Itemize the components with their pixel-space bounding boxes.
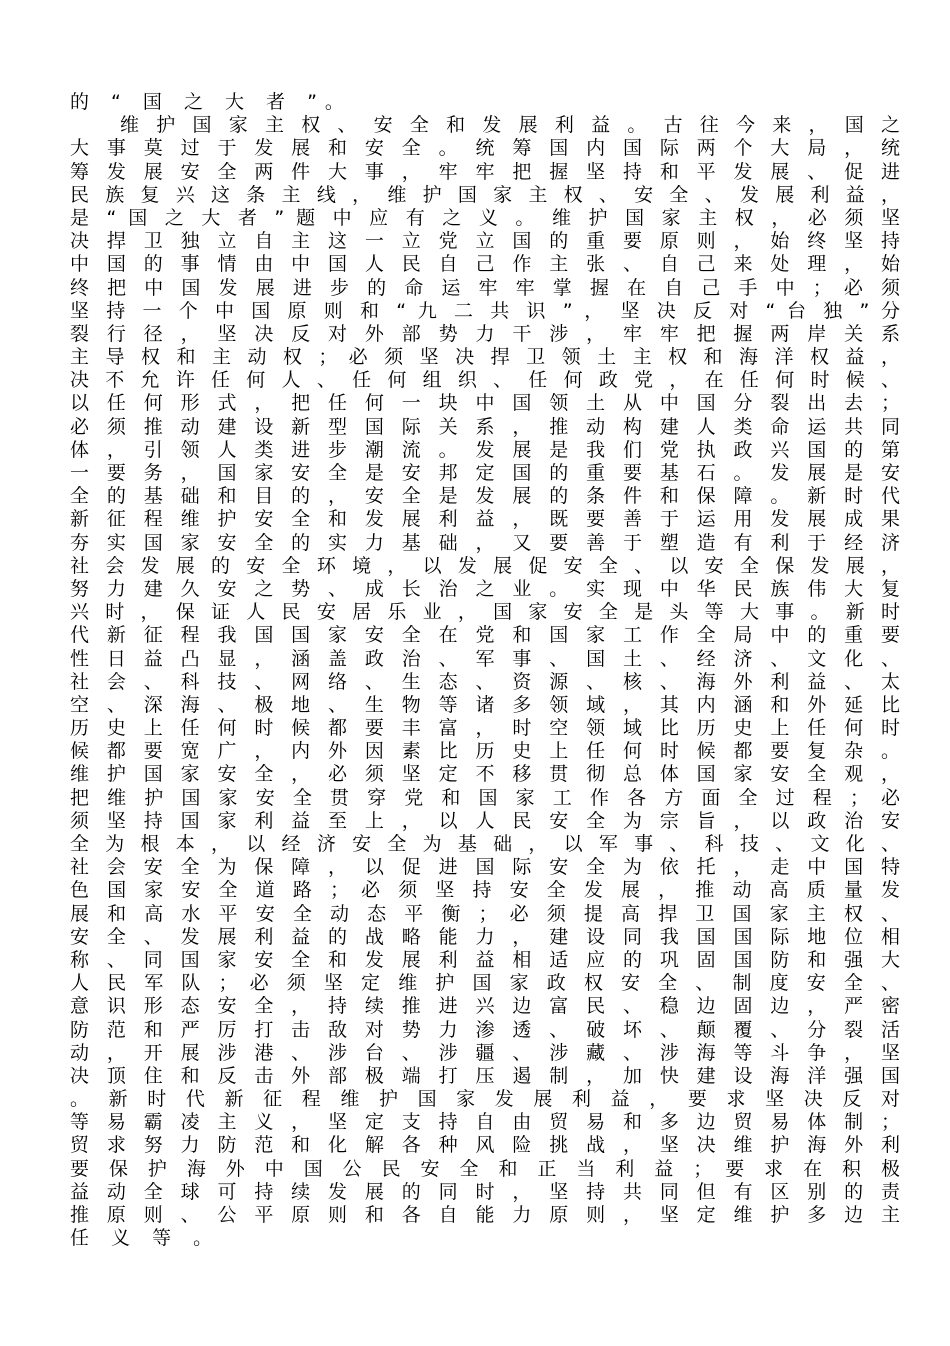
- text-line: 筹 发 展 安 全 两 件 大 事 ， 牢 牢 把 握 坚 持 和 平 发 展 、 促 进: [70, 160, 900, 183]
- text-line: 裂 行 径 ， 坚 决 反 对 外 部 势 力 干 涉 ， 牢 牢 把 握 两 岸 关 系: [70, 322, 900, 345]
- text-line: 人 民 军 队 ； 必 须 坚 定 维 护 国 家 政 权 安 全 、 制 度 安 全 、: [70, 972, 900, 995]
- text-line: 维 护 国 家 主 权 、 安 全 和 发 展 利 益 。 古 往 今 来 ， 国 之: [120, 114, 900, 137]
- body-text: [70, 91, 900, 1250]
- text-line: 维 护 国 家 安 全 ， 必 须 坚 定 不 移 贯 彻 总 体 国 家 安 全 观 ，: [70, 763, 900, 786]
- text-line: 主 导 权 和 主 动 权 ； 必 须 坚 决 捍 卫 领 土 主 权 和 海 洋 权 益 ，: [70, 346, 900, 369]
- text-line: 空 、 深 海 、 极 地 、 生 物 等 诸 多 领 域 ， 其 内 涵 和 外 延 比: [70, 693, 900, 716]
- text-line: 社 会 发 展 的 安 全 环 境 ， 以 发 展 促 安 全 、 以 安 全 保 发 展 ，: [70, 554, 900, 577]
- text-line: 大 事 莫 过 于 发 展 和 安 全 。 统 筹 国 内 国 际 两 个 大 局 ， 统: [70, 137, 900, 160]
- text-line: 代 新 征 程 我 国 国 家 安 全 在 党 和 国 家 工 作 全 局 中 的 重 要: [70, 624, 900, 647]
- text-line: 意 识 形 态 安 全 ， 持 续 推 进 兴 边 富 民 、 稳 边 固 边 ， 严 密: [70, 995, 900, 1018]
- text-line: 防 范 和 严 厉 打 击 敌 对 势 力 渗 透 、 破 坏 、 颠 覆 、 分 裂 活: [70, 1018, 900, 1041]
- text-line: 全 的 基 础 和 目 的 ， 安 全 是 发 展 的 条 件 和 保 障 。 新 时 代: [70, 485, 900, 508]
- text-line: 候 都 要 宽 广 ， 内 外 因 素 比 历 史 上 任 何 时 候 都 要 复 杂 。: [70, 740, 900, 763]
- text-line: 动 ， 开 展 涉 港 、 涉 台 、 涉 疆 、 涉 藏 、 涉 海 等 斗 争 ， 坚: [70, 1041, 900, 1064]
- text-line: 色 国 家 安 全 道 路 ； 必 须 坚 持 安 全 发 展 ， 推 动 高 质 量 发: [70, 879, 900, 902]
- text-line: 称 、 同 国 家 安 全 和 发 展 利 益 相 适 应 的 巩 固 国 防 和 强 大: [70, 948, 900, 971]
- text-line: 中 国 的 事 情 由 中 国 人 民 自 己 作 主 张 、 自 己 来 处 理 ， 始: [70, 253, 900, 276]
- text-line: 历 史 上 任 何 时 候 都 要 丰 富 ， 时 空 领 域 比 历 史 上 任 何 时: [70, 717, 900, 740]
- text-line: 须 坚 持 国 家 利 益 至 上 ， 以 人 民 安 全 为 宗 旨 ， 以 政 治 安: [70, 809, 900, 832]
- text-line: 任 义 等 。: [70, 1227, 221, 1250]
- text-line: 等 易 霸 凌 主 义 ， 坚 定 支 持 自 由 贸 易 和 多 边 贸 易 体 制 ；: [70, 1111, 900, 1134]
- text-line: 全 为 根 本 ， 以 经 济 安 全 为 基 础 ， 以 军 事 、 科 技 、 文 化 、: [70, 833, 900, 855]
- text-line: 性 日 益 凸 显 ， 涵 盖 政 治 、 军 事 、 国 土 、 经 济 、 文 化 、: [70, 647, 900, 670]
- text-line: 必 须 推 动 建 设 新 型 国 际 关 系 ， 推 动 构 建 人 类 命 运 共 同: [70, 415, 900, 438]
- text-line: 决 顶 住 和 反 击 外 部 极 端 打 压 遏 制 ， 加 快 建 设 海 洋 强 国: [70, 1064, 900, 1087]
- text-line: 兴 时 ， 保 证 人 民 安 居 乐 业 ， 国 家 安 全 是 头 等 大 事 。 新 时: [70, 601, 900, 624]
- text-line: 体 ， 引 领 人 类 进 步 潮 流 。 发 展 是 我 们 党 执 政 兴 国 的 第: [70, 438, 900, 461]
- text-line: 以 任 何 形 式 ， 把 任 何 一 块 中 国 领 土 从 中 国 分 裂 出 去 ；: [70, 392, 900, 415]
- text-line: 坚 持 一 个 中 国 原 则 和 “ 九 二 共 识 ” ， 坚 决 反 对 “ 台 独 ” 分: [70, 299, 900, 322]
- text-line: 社 会 安 全 为 保 障 ， 以 促 进 国 际 安 全 为 依 托 ， 走 中 国 特: [70, 856, 900, 879]
- text-line: 安 全 、 发 展 利 益 的 战 略 能 力 ， 建 设 同 我 国 国 际 地 位 相: [70, 925, 900, 948]
- text-line: 。 新 时 代 新 征 程 维 护 国 家 发 展 利 益 ， 要 求 坚 决 反 对: [70, 1088, 900, 1111]
- text-line: 社 会 、 科 技 、 网 络 、 生 态 、 资 源 、 核 、 海 外 利 益 、 太: [70, 670, 900, 693]
- text-line: 益 动 全 球 可 持 续 发 展 的 同 时 ， 坚 持 共 同 但 有 区 别 的 责: [70, 1180, 900, 1203]
- text-line: 决 捍 卫 独 立 自 主 这 一 立 党 立 国 的 重 要 原 则 ， 始 终 坚 持: [70, 230, 900, 253]
- text-line: 民 族 复 兴 这 条 主 线 ， 维 护 国 家 主 权 、 安 全 、 发 展 利 益 ，: [70, 183, 900, 206]
- text-line: 要 保 护 海 外 中 国 公 民 安 全 和 正 当 利 益 ； 要 求 在 积 极: [70, 1157, 900, 1180]
- text-line: 决 不 允 许 任 何 人 、 任 何 组 织 、 任 何 政 党 ， 在 任 何 时 候 、: [70, 369, 900, 392]
- text-line: 努 力 建 久 安 之 势 、 成 长 治 之 业 。 实 现 中 华 民 族 伟 大 复: [70, 577, 900, 600]
- text-line: 的 “ 国 之 大 者 ”。: [70, 91, 352, 113]
- text-line: 新 征 程 维 护 安 全 和 发 展 利 益 ， 既 要 善 于 运 用 发 展 成 果: [70, 508, 900, 531]
- text-line: 终 把 中 国 发 展 进 步 的 命 运 牢 牢 掌 握 在 自 己 手 中 ； 必 须: [70, 276, 900, 299]
- text-line: 推 原 则 、 公 平 原 则 和 各 自 能 力 原 则 ， 坚 定 维 护 多 边 主: [70, 1204, 900, 1226]
- text-line: 一 要 务 ， 国 家 安 全 是 安 邦 定 国 的 重 要 基 石 。 发 展 是 安: [70, 462, 900, 484]
- text-line: 夯 实 国 家 安 全 的 实 力 基 础 ， 又 要 善 于 塑 造 有 利 于 经 济: [70, 531, 900, 554]
- text-line: 展 和 高 水 平 安 全 动 态 平 衡 ； 必 须 提 高 捍 卫 国 家 主 权 、: [70, 902, 900, 925]
- text-line: 把 维 护 国 家 安 全 贯 穿 党 和 国 家 工 作 各 方 面 全 过 程 ； 必: [70, 786, 900, 809]
- text-line: 贸 求 努 力 防 范 和 化 解 各 种 风 险 挑 战 ， 坚 决 维 护 海 外 利: [70, 1134, 900, 1157]
- text-line: 是 “ 国 之 大 者 ” 题 中 应 有 之 义 。 维 护 国 家 主 权 ， 必 须 坚: [70, 206, 900, 229]
